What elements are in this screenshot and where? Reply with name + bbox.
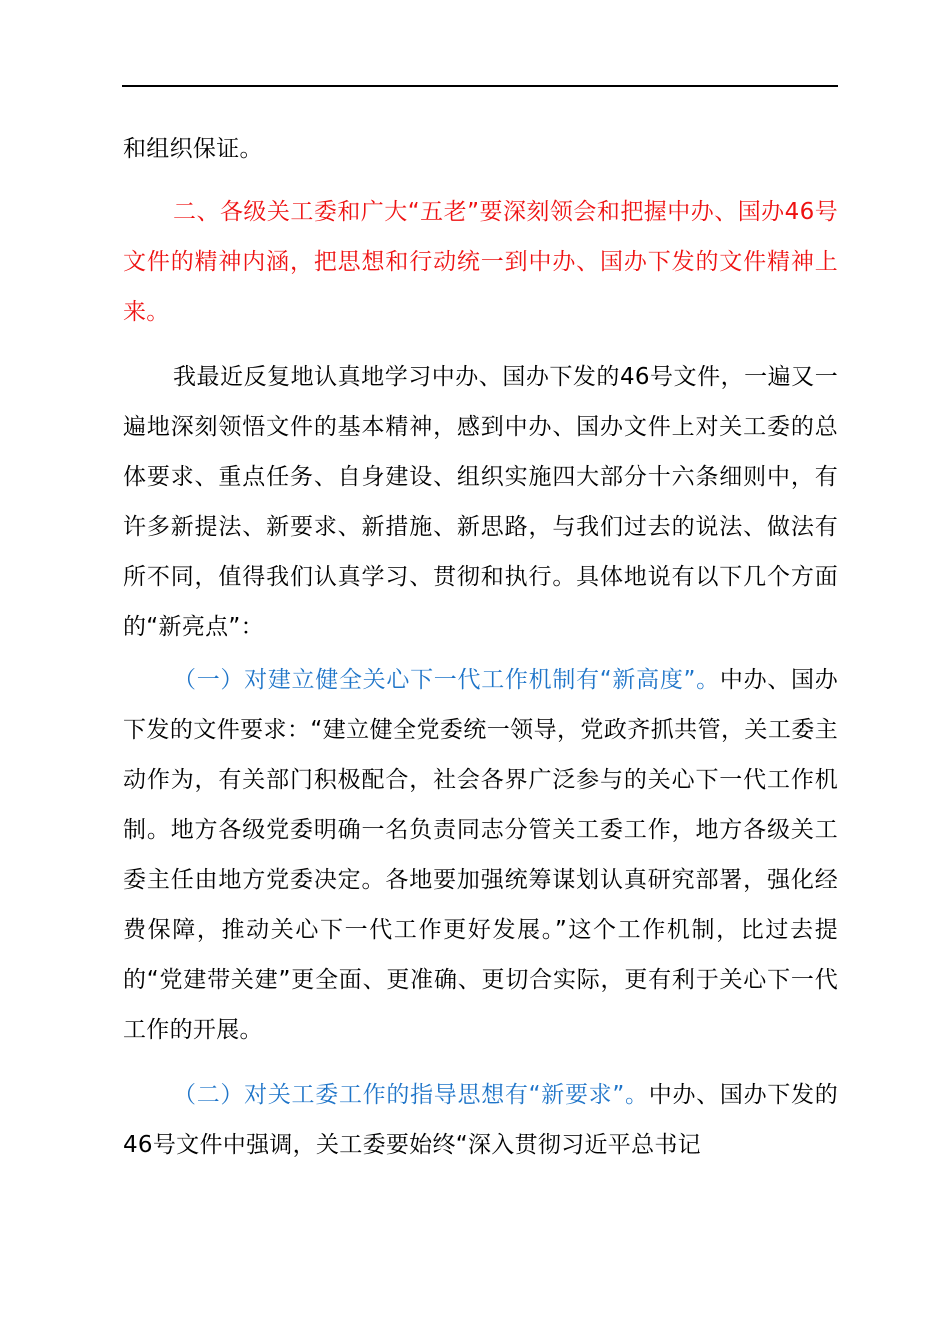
header-rule	[122, 85, 838, 87]
subsection-2-text: 中办、国办下发的46号文件中强调，关工委要始终“深入贯彻习近平总书记	[123, 1082, 838, 1158]
paragraph-subsection-1	[123, 655, 838, 1055]
document-body	[123, 124, 838, 1170]
subsection-2-title: （二）对关工委工作的指导思想有“新要求”。	[173, 1082, 649, 1108]
section-heading-2: 二、各级关工委和广大“五老”要深刻领会和把握中办、国办46号文件的精神内涵，把思想和行动统一到中办、国办下发的文件精神上来。	[123, 199, 838, 325]
paragraph-continuation: 和组织保证。	[123, 136, 263, 162]
paragraph-study-notes: 我最近反复地认真地学习中办、国办下发的46号文件，一遍又一遍地深刻领悟文件的基本精神，感到中办、国办文件上对关工委的总体要求、重点任务、自身建设、组织实施四大部分十六条细则中，有许多新提法、新要求、新措施、新思路，与我们过去的说法、做法有所不同，值得我们认真学习、贯彻和执行。具体地说有以下几个方面的“新亮点”：	[123, 364, 838, 640]
subsection-1-title: （一）对建立健全关心下一代工作机制有“新高度”。	[173, 667, 720, 693]
paragraph-subsection-2	[123, 1070, 838, 1170]
subsection-1-text: 中办、国办下发的文件要求：“建立健全党委统一领导，党政齐抓共管，关工委主动作为，有关部门积极配合，社会各界广泛参与的关心下一代工作机制。地方各级党委明确一名负责同志分管关工委工作，地方各级关工委主任由地方党委决定。各地要加强统筹谋划认真研究部署，强化经费保障，推动关心下一代工作更好发展。”这个工作机制，比过去提的“党建带关建”更全面、更准确、更切合实际，更有利于关心下一代工作的开展。	[123, 667, 839, 1043]
